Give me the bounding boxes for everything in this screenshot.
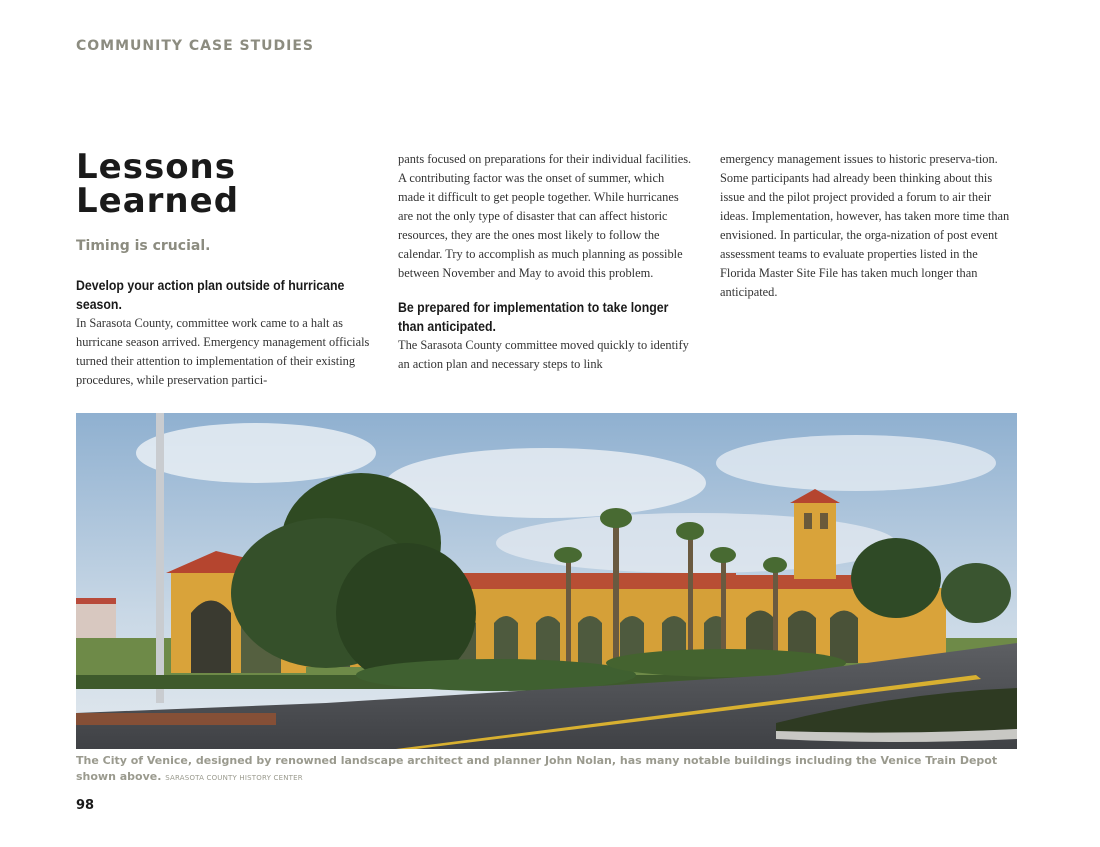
- column-2-body-2: The Sarasota County committee moved quickly to identify an action plan and necessary steps to link: [398, 338, 689, 371]
- title-line-1: Lessons: [76, 147, 236, 187]
- title-line-2: Learned: [76, 181, 240, 221]
- column-1: [76, 147, 376, 390]
- photo-illustration: [76, 413, 1017, 749]
- section-header: COMMUNITY CASE STUDIES: [76, 38, 315, 54]
- photo-credit: SARASOTA COUNTY HISTORY CENTER: [165, 774, 303, 782]
- subhead: Timing is crucial.: [76, 238, 211, 254]
- article-title: [76, 147, 376, 221]
- page-number: 98: [76, 798, 95, 813]
- section-heading-2: Be prepared for implementation to take longer than anticipated.: [398, 299, 669, 334]
- column-3-body: emergency management issues to historic preserva-tion. Some participants had already been thinking about this issue and the pilot project provided a forum to air their ideas. Implementation, however, has taken more time than envisioned. In particular, the orga-nization of post event assessment teams to evaluate properties listed in the Florida Master Site File has taken much longer than anticipated.: [720, 152, 1010, 299]
- column-3: [720, 150, 1016, 302]
- column-1-body: In Sarasota County, committee work came to a halt as hurricane season arrived. Emergency management officials turned their attention to implementation of their existing procedures, while preservation partici-: [76, 316, 370, 387]
- section-heading-1: Develop your action plan outside of hurricane season.: [76, 277, 345, 312]
- venice-train-depot-photo: [76, 413, 1017, 749]
- photo-caption: [76, 753, 1017, 786]
- caption-text: The City of Venice, designed by renowned landscape architect and planner John Nolan, has many notable buildings including the Venice Train Depot shown above.: [76, 754, 998, 783]
- column-2-body: pants focused on preparations for their individual facilities. A contributing factor was the onset of summer, which made it difficult to get people together. While hurricanes are not the only type of disaster that can affect historic resources, they are the ones most likely to follow the calendar. Try to accomplish as much planning as possible between November and May to avoid this problem.: [398, 152, 692, 280]
- column-2: [398, 150, 694, 374]
